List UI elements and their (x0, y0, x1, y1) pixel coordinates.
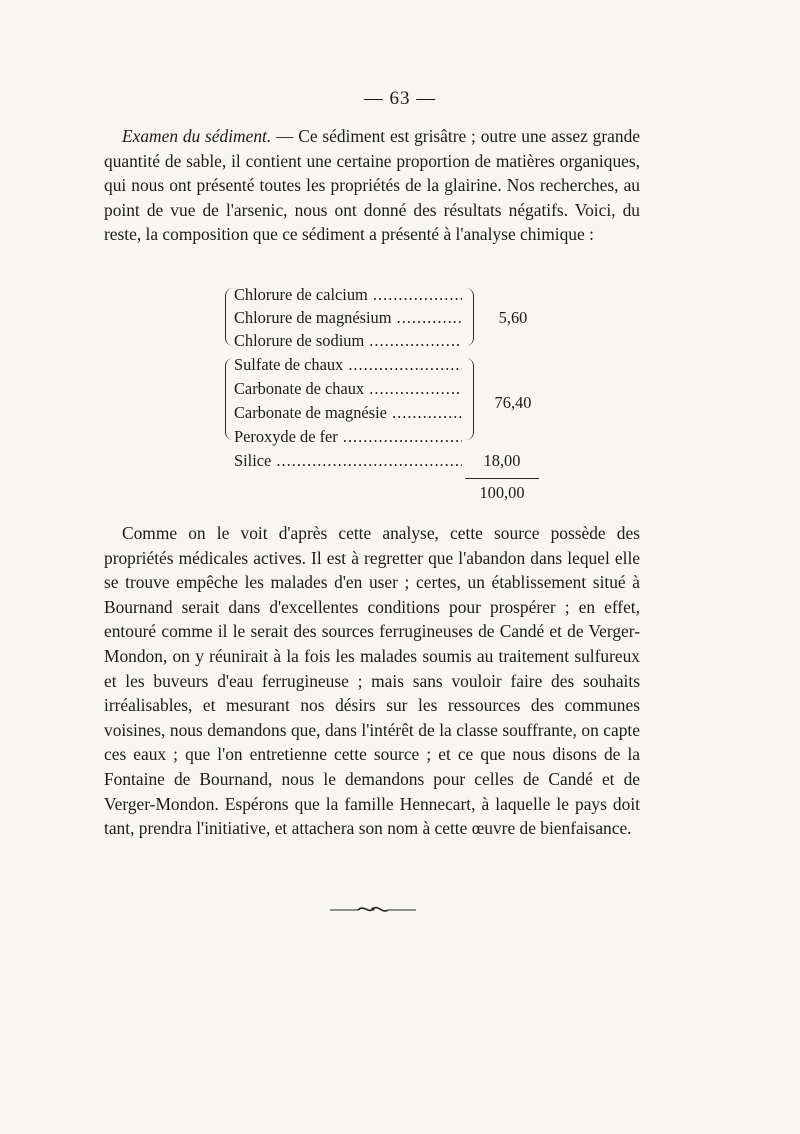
conclusion-paragraph (104, 521, 640, 841)
analysis-row: Silice ..... (234, 450, 462, 472)
sediment-text: — Ce sédiment est grisâtre ; outre une assez grande quantité de sable, il contient une certaine proportion de matières organiques, qui nous ont présenté toutes les propriétés de la glairine. Nos recherches, au point de vue de l'arsenic, nous ont donné des résultats négatifs. Voici, du reste, la composition que ce sédiment a présenté à l'analyse chimique : (104, 126, 640, 245)
sediment-paragraph (104, 124, 640, 247)
analysis-row: Carbonate de magnésie ..... (234, 402, 462, 424)
group-1-value: 5,60 (498, 308, 528, 327)
conclusion-text: Comme on le voit d'après cette analyse, cette source possède des propriétés médicales actives. Il est à regretter que l'abandon dans lequel elle se trouve empêche les malades d'en user ; certes, un établissement situé à Bournand serait dans d'excellentes conditions pour prospérer ; en effet, entouré comme il le serait des sources ferrugineuses de Candé et de Verger-Mondon, on y réunirait à la fois les malades soumis au traitement sulfureux et les buveurs d'eau ferrugineuse ; mais sans vouloir faire des souhaits irréalisables, et mesurant nos désirs sur les ressources des communes voisines, nous demandons que, dans l'intérêt de la classe souffrante, on capte ces eaux ; que l'on entretienne cette source ; et ce que nous disons de la Fontaine de Bournand, nous le demandons pour celles de Candé et de Verger-Mondon. Espérons que la famille Hennecart, à laquelle le pays doit tant, prendra l'initiative, et attachera son nom à cette œuvre de bienfaisance. (104, 523, 640, 839)
analysis-row: Sulfate de chaux ..... (234, 354, 462, 376)
analysis-row: Peroxyde de fer ..... (234, 426, 462, 448)
analysis-row: Carbonate de chaux ..... (234, 378, 462, 400)
analysis-row: Chlorure de magnésium ..... (234, 307, 462, 329)
right-brace-group-1 (465, 288, 474, 346)
sediment-heading: Examen du sédiment. (122, 126, 272, 146)
left-brace-group-2 (225, 358, 234, 440)
group-2-value: 76,40 (494, 393, 532, 412)
left-brace-group-1 (225, 288, 234, 346)
analysis-row: Chlorure de sodium ..... (234, 330, 462, 352)
page-number: — 63 — (363, 88, 437, 109)
tailpiece-ornament-icon (328, 902, 418, 916)
total-value: 100,00 (479, 483, 525, 502)
analysis-row: Chlorure de calcium ..... (234, 284, 462, 306)
sum-rule (465, 478, 539, 479)
silice-value: 18,00 (483, 451, 521, 470)
right-brace-group-2 (465, 358, 474, 440)
